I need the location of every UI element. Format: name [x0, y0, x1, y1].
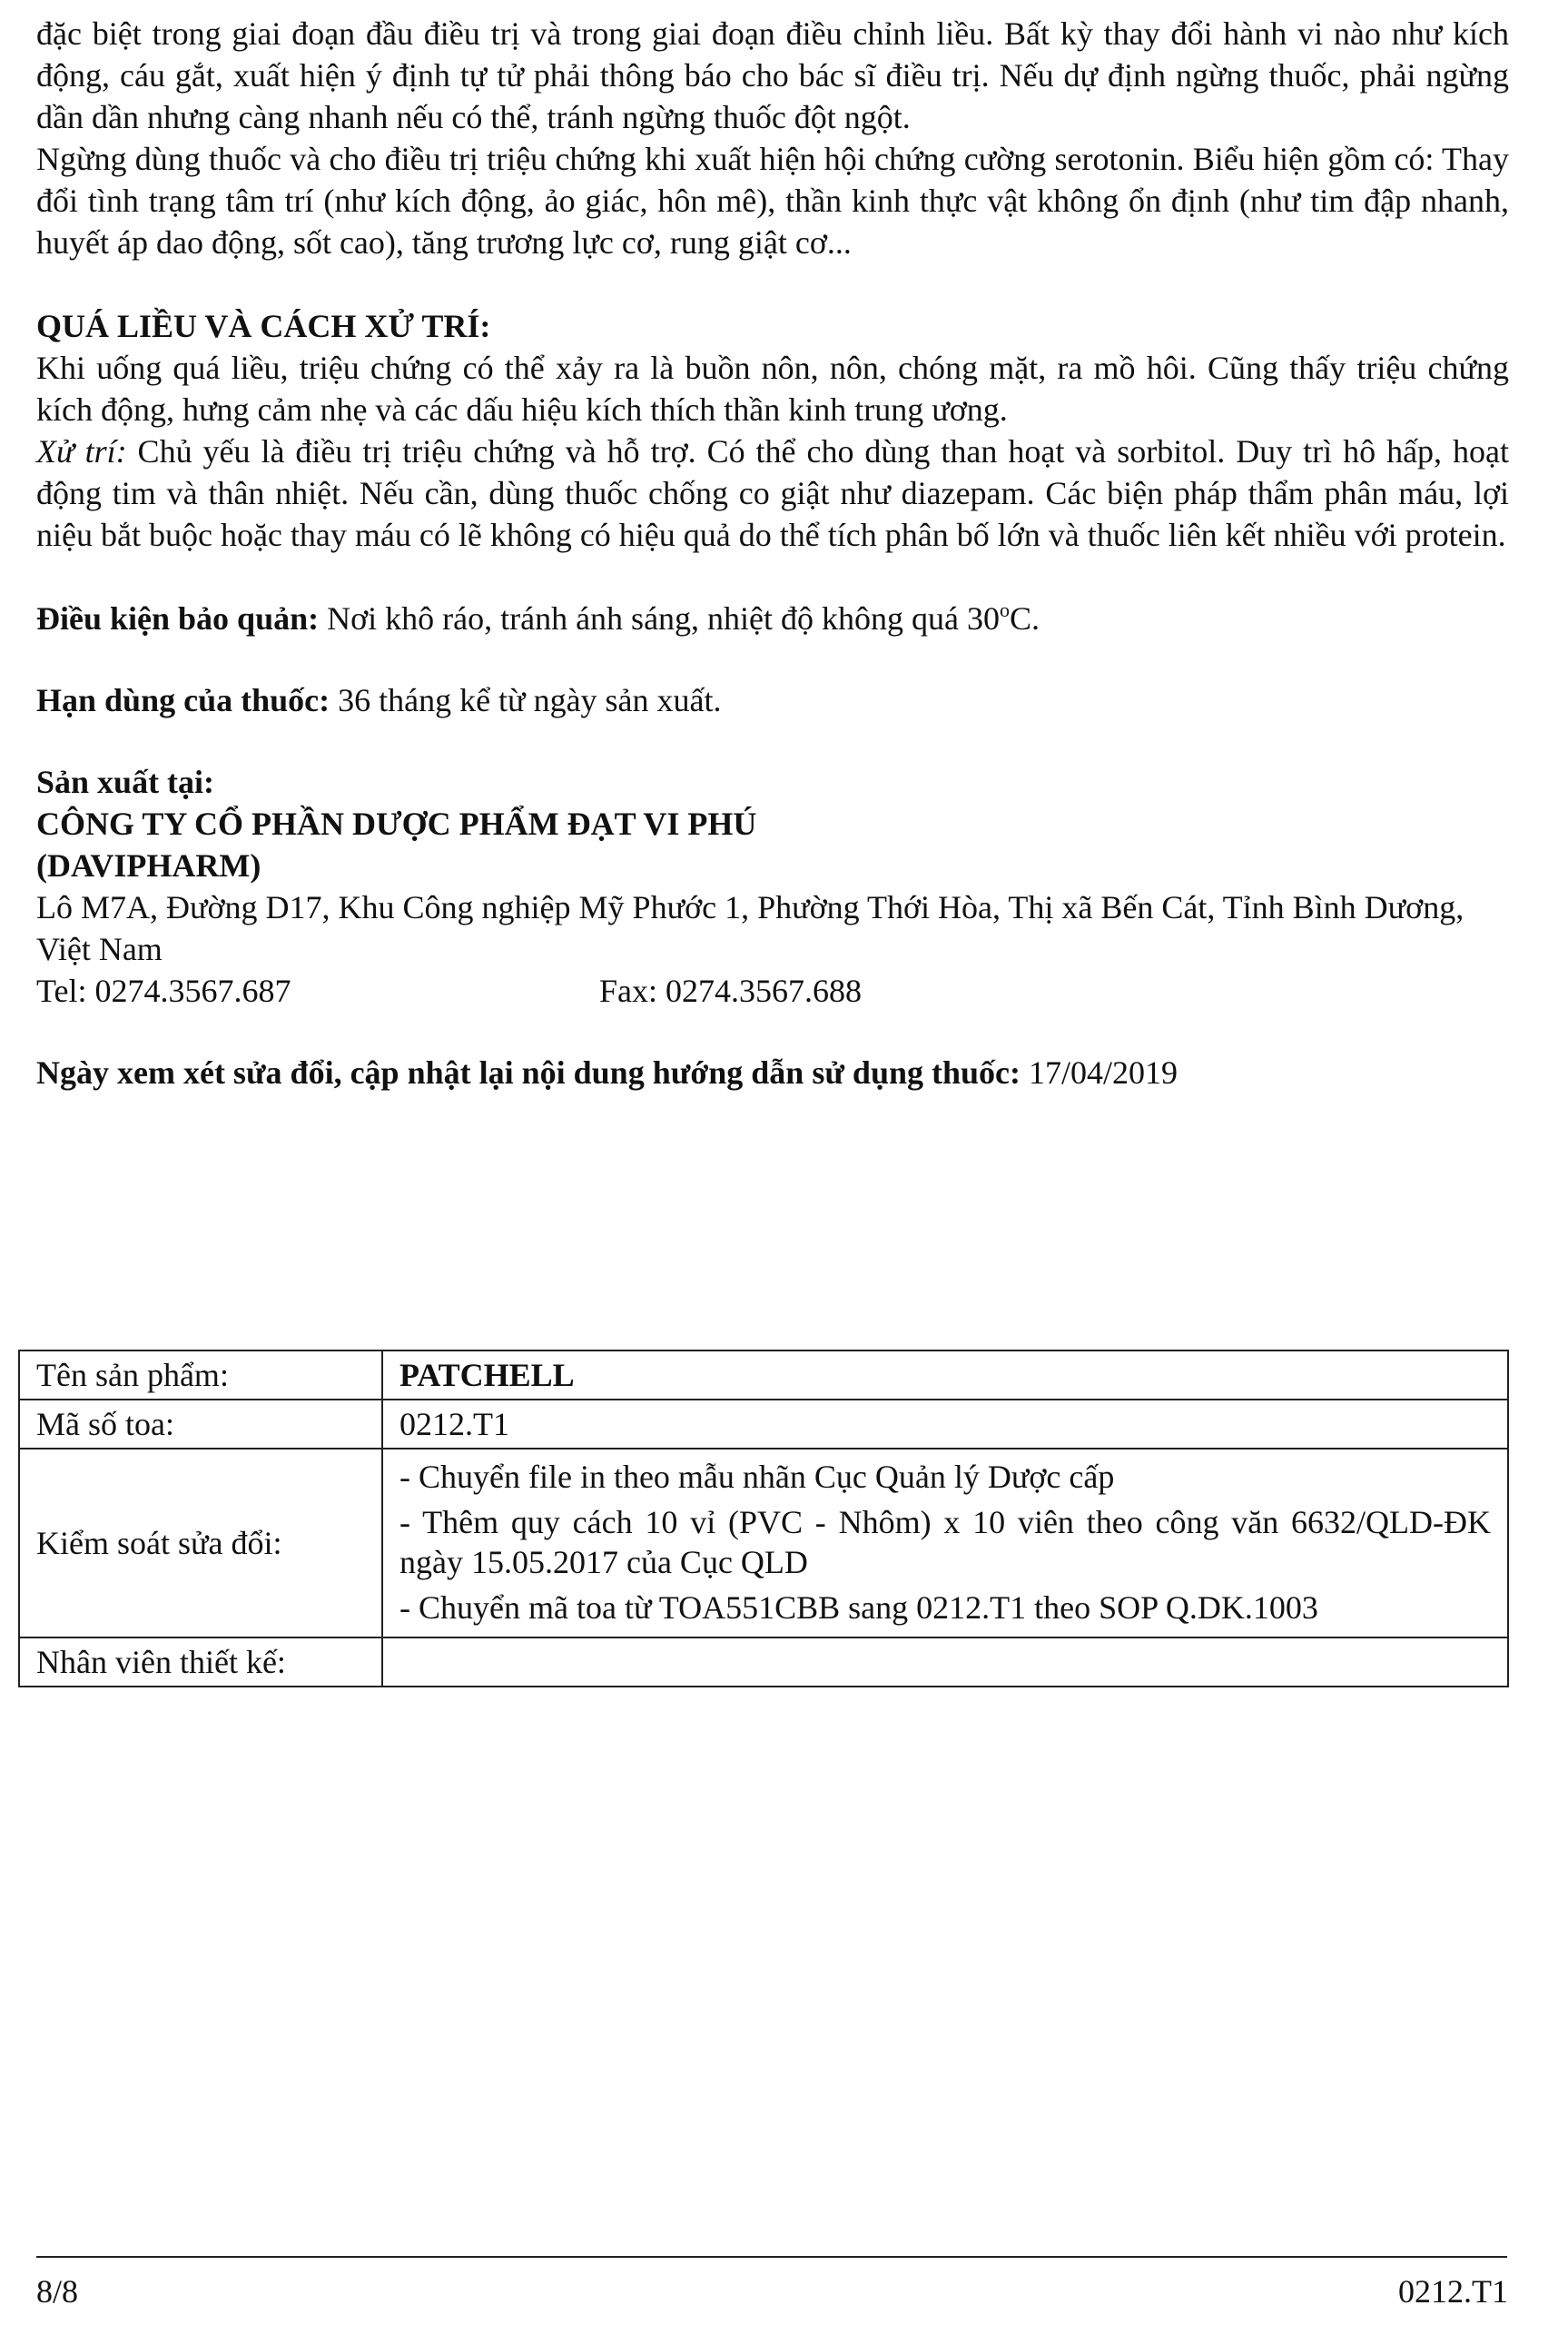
shelf-life-line [36, 679, 1509, 721]
product-value-cell: PATCHELL [382, 1350, 1508, 1400]
footer-divider [36, 2256, 1507, 2258]
table-row [19, 1400, 1508, 1449]
footer-code: 0212.T1 [1398, 2273, 1508, 2310]
code-label-cell: Mã số toa: [19, 1400, 382, 1449]
designer-value-cell [382, 1637, 1508, 1687]
shelf-life-label: Hạn dùng của thuốc: [36, 682, 330, 718]
manufacturer-short: (DAVIPHARM) [36, 847, 261, 884]
overdose-paragraph: Khi uống quá liều, triệu chứng có thể xảy ra là buồn nôn, nôn, chóng mặt, ra mồ hôi. Cũng thấy triệu chứng kích động, hưng cảm nhẹ và các dấu hiệu kích thích thần kinh trung ương. [36, 350, 1509, 428]
treatment-label: Xử trí: [36, 433, 127, 470]
shelf-life-text: 36 tháng kể từ ngày sản xuất. [330, 682, 722, 718]
change-item: - Chuyển file in theo mẫu nhãn Cục Quản lý Dược cấp [399, 1459, 1115, 1495]
intro-paragraph-1: đặc biệt trong giai đoạn đầu điều trị và trong giai đoạn điều chỉnh liều. Bất kỳ thay đổi hành vi nào như kích động, cáu gắt, xuất hiện ý định tự tử phải thông báo cho bác sĩ điều trị. Nếu dự định ngừng thuốc, phải ngừng dần dần nhưng càng nhanh nếu có thể, tránh ngừng thuốc đột ngột. [36, 15, 1509, 135]
manufacturer-label: Sản xuất tại: [36, 764, 215, 800]
change-item: - Thêm quy cách 10 vỉ (PVC - Nhôm) x 10 viên theo công văn 6632/QLD-ĐK ngày 15.05.2017 của Cục QLD [399, 1504, 1491, 1580]
page-number: 8/8 [36, 2273, 79, 2310]
product-label-cell: Tên sản phẩm: [19, 1350, 382, 1400]
storage-label: Điều kiện bảo quản: [36, 600, 320, 637]
fax-text: Fax: 0274.3567.688 [599, 973, 863, 1009]
change-item: - Chuyển mã toa từ TOA551CBB sang 0212.T1 theo SOP Q.DK.1003 [399, 1589, 1318, 1626]
manufacturer-address: Lô M7A, Đường D17, Khu Công nghiệp Mỹ Phước 1, Phường Thới Hòa, Thị xã Bến Cát, Tỉnh Bình Dương, Việt Nam [36, 889, 1464, 967]
intro-paragraph-2: Ngừng dùng thuốc và cho điều trị triệu chứng khi xuất hiện hội chứng cường serotonin. Biểu hiện gồm có: Thay đổi tình trạng tâm trí (như kích động, ảo giác, hôn mê), thần kinh thực vật không ổn định (như tim đập nhanh, huyết áp dao động, sốt cao), tăng trương lực cơ, rung giật cơ... [36, 141, 1509, 261]
table-row [19, 1449, 1508, 1637]
overdose-treatment [36, 430, 1509, 556]
table-row [19, 1637, 1508, 1687]
tel-text: Tel: 0274.3567.687 [36, 973, 291, 1009]
storage-unit: C. [1010, 600, 1040, 637]
storage-line [36, 598, 1509, 639]
storage-degree: o [1000, 599, 1011, 621]
revision-label: Ngày xem xét sửa đổi, cập nhật lại nội dung hướng dẫn sử dụng thuốc: [36, 1054, 1021, 1091]
contact-row [36, 970, 1509, 1012]
revision-control-table [18, 1350, 1509, 1687]
overdose-heading: QUÁ LIỀU VÀ CÁCH XỬ TRÍ: [36, 308, 491, 344]
storage-text: Nơi khô ráo, tránh ánh sáng, nhiệt độ không quá 30 [319, 600, 1001, 637]
treatment-text: Chủ yếu là điều trị triệu chứng và hỗ trợ. Có thể cho dùng than hoạt và sorbitol. Duy trì hô hấp, hoạt động tim và thân nhiệt. Nếu cần, dùng thuốc chống co giật như diazepam. Các biện pháp thẩm phân máu, lợi niệu bắt buộc hoặc thay máu có lẽ không có hiệu quả do thể tích phân bố lớn và thuốc liên kết nhiều với protein. [36, 433, 1509, 553]
document-body [36, 13, 1509, 1093]
table-row [19, 1350, 1508, 1400]
changes-value-cell [382, 1449, 1508, 1637]
manufacturer-name: CÔNG TY CỔ PHẦN DƯỢC PHẨM ĐẠT VI PHÚ [36, 806, 757, 842]
code-value-cell: 0212.T1 [382, 1400, 1508, 1449]
revision-date: 17/04/2019 [1021, 1054, 1178, 1091]
revision-line [36, 1052, 1509, 1093]
changes-label-cell: Kiểm soát sửa đổi: [19, 1449, 382, 1637]
designer-label-cell: Nhân viên thiết kế: [19, 1637, 382, 1687]
